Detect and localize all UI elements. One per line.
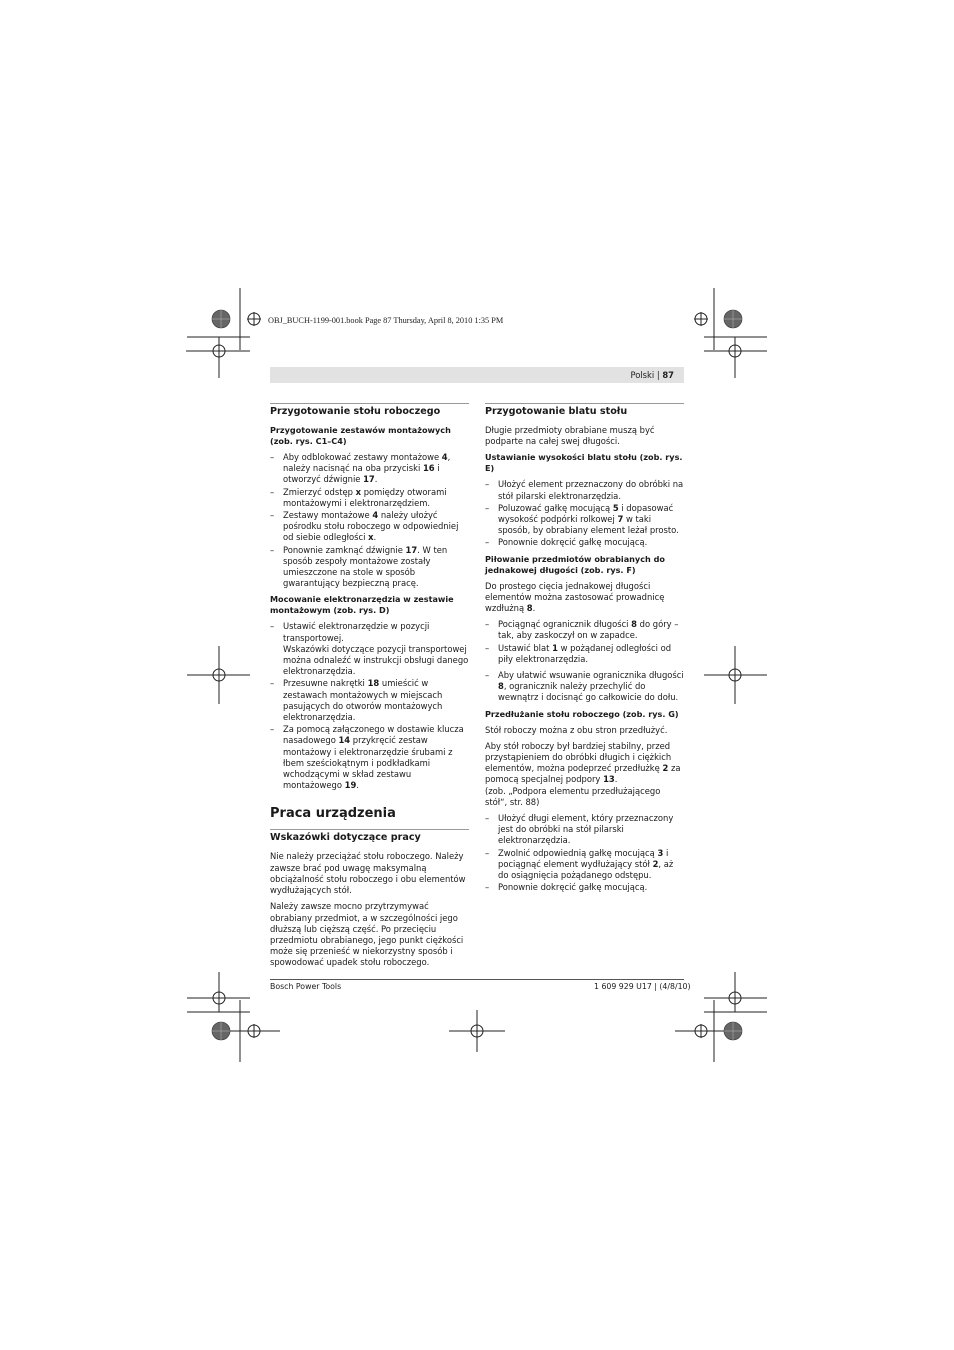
list-item [485, 537, 684, 548]
text-run: . [373, 532, 377, 543]
text-run: Ułożyć element przeznaczony do obróbki na stół pilarski elektronarzędzia. [498, 479, 684, 501]
paragraph [485, 741, 684, 808]
reference-number: 2 [662, 763, 669, 774]
reference-number: 13 [603, 774, 615, 785]
text-run: w taki sposób, by obrabiany element leżał prosto. [498, 514, 679, 536]
text-run: . [614, 774, 618, 785]
page-header [630, 370, 674, 380]
text-run: Aby odblokować zestawy montażowe [283, 452, 442, 462]
reference-number: 2 [652, 858, 659, 869]
text-run: . [374, 474, 378, 485]
reference-number: 7 [617, 514, 624, 525]
text-run: Zwolnić odpowiednią gałkę mocującą [498, 847, 658, 858]
paragraph: Długie przedmioty obrabiane muszą być podparte na całej swej długości. [485, 425, 655, 447]
reference-number: 8 [498, 681, 504, 692]
list-item [485, 643, 684, 665]
list-item [485, 479, 684, 501]
list-item [270, 487, 469, 509]
subsection-title: Piłowanie przedmiotów obrabianych do jednakowej długości (zob. rys. F) [485, 553, 665, 575]
reference-number: 14 [338, 735, 351, 746]
text-run: do góry – tak, aby zaskoczył on w zapadce. [498, 619, 679, 641]
text-run: Ponownie zamknąć dźwignie [283, 544, 406, 555]
print-info-line: OBJ_BUCH-1199-001.book Page 87 Thursday, April 8, 2010 1:35 PM [268, 316, 504, 325]
text-run: Ustawić elektronarzędzie w pozycji transportowej. [283, 621, 430, 643]
list-item [485, 813, 684, 847]
instruction-list [485, 619, 684, 665]
list-item [270, 452, 469, 486]
paragraph: Nie należy przeciążać stołu roboczego. Należy zawsze brać pod uwagę maksymalną obciążalność stołu roboczego i obu elementów wydłużających stół. [270, 851, 466, 896]
text-run: Do prostego cięcia jednakowej długości elementów można zastosować prowadnicę wzdłużną [485, 580, 665, 614]
text-run: należy ułożyć pośrodku stołu roboczego w odpowiedniej od siebie odległości [283, 510, 459, 543]
text-run: Aby stół roboczy był bardziej stabilny, przed przystąpieniem do obróbki długich i ciężkich elementów, można podeprzeć przedłużkę [485, 740, 672, 774]
instruction-list [270, 452, 469, 589]
text-run: i dopasować wysokość podpórki rolkowej [498, 502, 674, 525]
list-item [485, 619, 684, 641]
reference-number: 17 [363, 474, 375, 485]
page-number: 87 [662, 370, 674, 380]
text-run: Zestawy montażowe [283, 510, 373, 521]
header-separator: | [654, 370, 663, 380]
reference-number: 16 [422, 463, 435, 474]
reference-number: 8 [526, 603, 533, 614]
text-run: Wskazówki dotyczące pozycji transportowej można odnaleźć w instrukcji obsługi danego elektronarzędzia. [283, 643, 469, 677]
reference-number: 19 [344, 780, 357, 791]
text-run: przykręcić zestaw montażowy i elektronarzędzie śrubami z łbem sześciokątnym i podkładkami wchodzącymi w skład zestawu montażowego [283, 735, 453, 791]
reference-number: 3 [657, 847, 664, 858]
subsection-title: Ustawianie wysokości blatu stołu (zob. rys. E) [485, 452, 683, 474]
footer-doc-number: 1 609 929 U17 | (4/8/10) [594, 982, 691, 991]
text-run: Aby ułatwić wsuwanie ogranicznika długości [498, 670, 684, 681]
instruction-list [485, 479, 684, 548]
text-run: Ustawić blat [498, 642, 553, 653]
reference-number: x [368, 532, 374, 543]
list-item [485, 503, 684, 537]
paragraph: Stół roboczy można z obu stron przedłużyć. [485, 724, 668, 735]
reference-number: 17 [405, 544, 418, 555]
section-title: Wskazówki dotyczące pracy [270, 832, 421, 844]
chapter-title: Praca urządzenia [270, 806, 396, 822]
text-run: , należy nacisnąć na oba przyciski [283, 452, 451, 474]
instruction-list [270, 621, 469, 791]
subsection-title: Mocowanie elektronarzędzia w zestawie montażowym (zob. rys. D) [270, 594, 454, 616]
paragraph: Należy zawsze mocno przytrzymywać obrabiany przedmiot, a w szczególności jego dłuższą lub cięższą część. Po przecięciu przedmiotu obrabianego, jego punkt ciężkości może się przenieść w niekorzystny sposób i spowodować upadek stołu roboczego. [270, 901, 464, 968]
text-run: Za pomocą załączonego w dostawie klucza nasadowego [283, 724, 464, 746]
right-column [485, 403, 684, 899]
left-column [270, 403, 469, 974]
reference-number: x [355, 486, 362, 497]
text-run: Pociągnąć ogranicznik długości [498, 619, 632, 630]
list-item [270, 678, 469, 723]
paragraph [485, 581, 684, 615]
text-run: Przesuwne nakrętki [283, 678, 368, 689]
list-item [485, 848, 684, 882]
subsection-title: Przygotowanie zestawów montażowych (zob. rys. C1–C4) [270, 425, 451, 446]
text-run: Ułożyć długi element, który przeznaczony jest do obróbki na stół pilarski elektronarzędzia. [498, 813, 674, 846]
text-run: . [356, 780, 359, 791]
reference-number: 4 [441, 452, 448, 462]
text-run: umieścić w zestawach montażowych w miejscach pasujących do otworów montażowych elektronarzędzia. [283, 678, 443, 723]
text-run: za pomocą specjalnej podpory [485, 763, 681, 785]
reference-number: 8 [631, 619, 637, 630]
instruction-list [485, 813, 684, 893]
list-item [270, 510, 469, 544]
text-run: Ponownie dokręcić gałkę mocującą. [498, 537, 648, 548]
text-run: , aż do osiągnięcia pożądanego odstępu. [498, 858, 674, 881]
footer-publisher: Bosch Power Tools [270, 982, 342, 991]
text-run: , ogranicznik należy przechylić do wewnątrz i docisnąć go całkowicie do dołu. [498, 681, 679, 703]
list-item [485, 882, 684, 893]
reference-number: 5 [612, 502, 619, 513]
section-title: Przygotowanie stołu roboczego [270, 406, 441, 417]
text-run: . [532, 603, 536, 614]
text-run: pomiędzy otworami montażowymi i elektronarzędziem. [283, 486, 447, 508]
list-item [270, 621, 469, 677]
page-header-bar [270, 367, 684, 383]
text-run: Poluzować gałkę mocującą [498, 502, 613, 513]
reference-number: 18 [367, 678, 380, 689]
list-item [270, 545, 469, 590]
list-item [485, 670, 684, 704]
text-run: i pociągnąć element wydłużający stół [498, 847, 669, 869]
text-run: Ponownie dokręcić gałkę mocującą. [498, 882, 648, 893]
text-run: . W ten sposób zespoły montażowe zostały umieszczone na stole w sposób gwarantujący bezpieczną pracę. [283, 544, 448, 589]
text-run: Zmierzyć odstęp [283, 486, 356, 497]
text-run: (zob. „Podpora elementu przedłużającego stół“, str. 88) [485, 785, 661, 807]
section-title: Przygotowanie blatu stołu [485, 406, 628, 417]
subsection-title: Przedłużanie stołu roboczego (zob. rys. G) [485, 708, 679, 719]
reference-number: 1 [552, 642, 558, 653]
footer-rule [270, 979, 684, 980]
list-item [270, 724, 469, 791]
instruction-list [485, 670, 684, 704]
text-run: i otworzyć dźwignie [283, 463, 440, 485]
header-language: Polski [630, 370, 655, 380]
reference-number: 4 [372, 510, 379, 521]
text-run: w pożądanej odległości od piły elektronarzędzia. [498, 642, 672, 664]
